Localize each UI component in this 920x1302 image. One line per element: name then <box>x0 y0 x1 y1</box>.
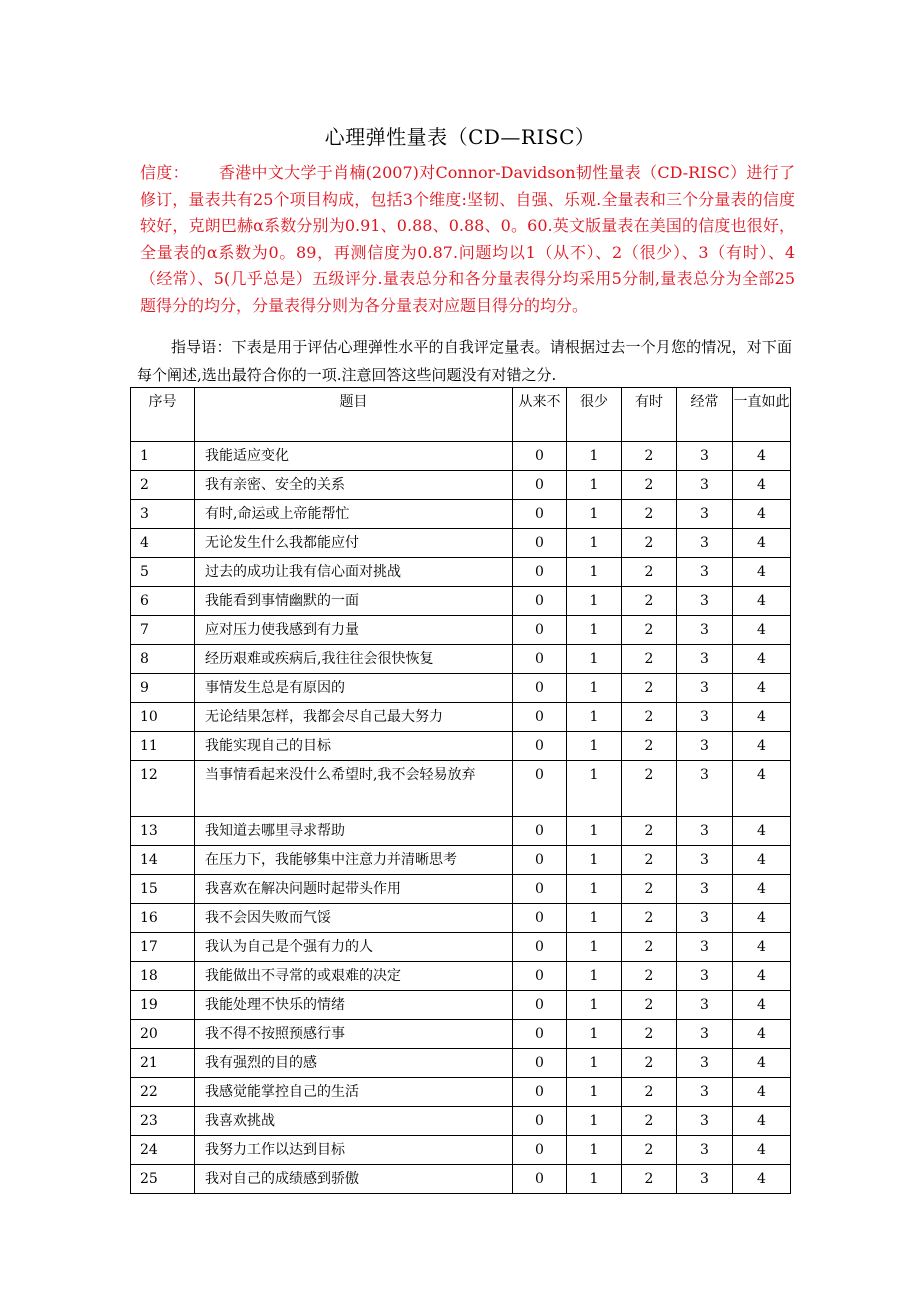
score-option-never[interactable]: 0 <box>513 471 567 500</box>
item-number: 17 <box>131 933 195 962</box>
score-option-often[interactable]: 3 <box>677 1020 733 1049</box>
score-option-sometimes[interactable]: 2 <box>622 875 677 904</box>
score-option-sometimes[interactable]: 2 <box>622 846 677 875</box>
score-option-never[interactable]: 0 <box>513 442 567 471</box>
table-row <box>131 1165 791 1194</box>
table-row <box>131 442 791 471</box>
score-option-always[interactable]: 4 <box>733 442 791 471</box>
item-number: 10 <box>131 703 195 732</box>
item-text: 我喜欢挑战 <box>195 1107 513 1136</box>
score-option-sometimes[interactable]: 2 <box>622 761 677 817</box>
table-row <box>131 732 791 761</box>
score-option-always[interactable]: 4 <box>733 1049 791 1078</box>
score-option-always[interactable]: 4 <box>733 558 791 587</box>
item-text: 无论发生什么我都能应付 <box>195 529 513 558</box>
score-option-sometimes[interactable]: 2 <box>622 674 677 703</box>
score-option-often[interactable]: 3 <box>677 1078 733 1107</box>
score-option-sometimes[interactable]: 2 <box>622 732 677 761</box>
score-option-always[interactable]: 4 <box>733 875 791 904</box>
score-option-often[interactable]: 3 <box>677 645 733 674</box>
score-option-sometimes[interactable]: 2 <box>622 558 677 587</box>
score-option-always[interactable]: 4 <box>733 674 791 703</box>
score-option-sometimes[interactable]: 2 <box>622 471 677 500</box>
cd-risc-scale-table <box>130 387 791 1194</box>
table-row <box>131 1136 791 1165</box>
score-option-always[interactable]: 4 <box>733 587 791 616</box>
item-text: 过去的成功让我有信心面对挑战 <box>195 558 513 587</box>
table-row <box>131 991 791 1020</box>
item-number: 13 <box>131 817 195 846</box>
score-option-often[interactable]: 3 <box>677 1165 733 1194</box>
score-option-often[interactable]: 3 <box>677 875 733 904</box>
item-number: 20 <box>131 1020 195 1049</box>
item-number: 24 <box>131 1136 195 1165</box>
score-option-often[interactable]: 3 <box>677 1049 733 1078</box>
table-row <box>131 558 791 587</box>
score-option-often[interactable]: 3 <box>677 933 733 962</box>
instruction-paragraph: 指导语：下表是用于评估心理弹性水平的自我评定量表。请根据过去一个月您的情况，对下面每个阐述,选出最符合你的一项.注意回答这些问题没有对错之分. <box>137 338 792 384</box>
table-body <box>131 442 791 1194</box>
table-row <box>131 587 791 616</box>
item-text: 我不得不按照预感行事 <box>195 1020 513 1049</box>
item-number: 19 <box>131 991 195 1020</box>
item-number: 4 <box>131 529 195 558</box>
item-number: 2 <box>131 471 195 500</box>
score-option-always[interactable]: 4 <box>733 1107 791 1136</box>
score-option-rarely[interactable]: 1 <box>567 616 622 645</box>
item-text: 事情发生总是有原因的 <box>195 674 513 703</box>
score-option-never[interactable]: 0 <box>513 1078 567 1107</box>
score-option-rarely[interactable]: 1 <box>567 1136 622 1165</box>
score-option-rarely[interactable]: 1 <box>567 471 622 500</box>
item-text: 应对压力使我感到有力量 <box>195 616 513 645</box>
score-option-never[interactable]: 0 <box>513 761 567 817</box>
table-row <box>131 875 791 904</box>
score-option-always[interactable]: 4 <box>733 500 791 529</box>
score-option-rarely[interactable]: 1 <box>567 875 622 904</box>
score-option-never[interactable]: 0 <box>513 962 567 991</box>
item-text: 经历艰难或疾病后,我往往会很快恢复 <box>195 645 513 674</box>
score-option-sometimes[interactable]: 2 <box>622 616 677 645</box>
item-text: 我努力工作以达到目标 <box>195 1136 513 1165</box>
score-option-sometimes[interactable]: 2 <box>622 529 677 558</box>
score-option-often[interactable]: 3 <box>677 616 733 645</box>
score-option-never[interactable]: 0 <box>513 645 567 674</box>
item-number: 23 <box>131 1107 195 1136</box>
score-option-sometimes[interactable]: 2 <box>622 1136 677 1165</box>
score-option-often[interactable]: 3 <box>677 703 733 732</box>
item-text: 我喜欢在解决问题时起带头作用 <box>195 875 513 904</box>
score-option-often[interactable]: 3 <box>677 1136 733 1165</box>
score-option-sometimes[interactable]: 2 <box>622 1020 677 1049</box>
item-number: 7 <box>131 616 195 645</box>
score-option-rarely[interactable]: 1 <box>567 1049 622 1078</box>
item-number: 22 <box>131 1078 195 1107</box>
score-option-never[interactable]: 0 <box>513 500 567 529</box>
score-option-often[interactable]: 3 <box>677 817 733 846</box>
score-option-rarely[interactable]: 1 <box>567 703 622 732</box>
score-option-sometimes[interactable]: 2 <box>622 991 677 1020</box>
score-option-always[interactable]: 4 <box>733 529 791 558</box>
item-number: 21 <box>131 1049 195 1078</box>
score-option-never[interactable]: 0 <box>513 875 567 904</box>
header-item: 题目 <box>195 388 513 442</box>
score-option-often[interactable]: 3 <box>677 846 733 875</box>
item-text: 我认为自己是个强有力的人 <box>195 933 513 962</box>
header-always: 一直如此 <box>733 388 791 442</box>
item-number: 16 <box>131 904 195 933</box>
score-option-often[interactable]: 3 <box>677 674 733 703</box>
score-option-always[interactable]: 4 <box>733 846 791 875</box>
score-option-sometimes[interactable]: 2 <box>622 703 677 732</box>
score-option-never[interactable]: 0 <box>513 817 567 846</box>
score-option-often[interactable]: 3 <box>677 904 733 933</box>
score-option-rarely[interactable]: 1 <box>567 904 622 933</box>
score-option-rarely[interactable]: 1 <box>567 558 622 587</box>
item-text: 我知道去哪里寻求帮助 <box>195 817 513 846</box>
score-option-sometimes[interactable]: 2 <box>622 933 677 962</box>
score-option-always[interactable]: 4 <box>733 1165 791 1194</box>
reliability-label: 信度： <box>140 163 189 182</box>
score-option-always[interactable]: 4 <box>733 817 791 846</box>
score-option-often[interactable]: 3 <box>677 529 733 558</box>
table-row <box>131 500 791 529</box>
table-row <box>131 846 791 875</box>
score-option-rarely[interactable]: 1 <box>567 674 622 703</box>
score-option-never[interactable]: 0 <box>513 703 567 732</box>
score-option-always[interactable]: 4 <box>733 645 791 674</box>
score-option-rarely[interactable]: 1 <box>567 1020 622 1049</box>
score-option-rarely[interactable]: 1 <box>567 962 622 991</box>
item-number: 1 <box>131 442 195 471</box>
table-row <box>131 645 791 674</box>
score-option-rarely[interactable]: 1 <box>567 732 622 761</box>
item-number: 8 <box>131 645 195 674</box>
score-option-often[interactable]: 3 <box>677 991 733 1020</box>
score-option-always[interactable]: 4 <box>733 991 791 1020</box>
score-option-rarely[interactable]: 1 <box>567 761 622 817</box>
score-option-always[interactable]: 4 <box>733 1136 791 1165</box>
item-text: 我能适应变化 <box>195 442 513 471</box>
item-text: 我有亲密、安全的关系 <box>195 471 513 500</box>
score-option-sometimes[interactable]: 2 <box>622 962 677 991</box>
score-option-always[interactable]: 4 <box>733 703 791 732</box>
table-row <box>131 471 791 500</box>
score-option-always[interactable]: 4 <box>733 1020 791 1049</box>
score-option-never[interactable]: 0 <box>513 529 567 558</box>
table-row <box>131 616 791 645</box>
score-option-rarely[interactable]: 1 <box>567 933 622 962</box>
score-option-rarely[interactable]: 1 <box>567 817 622 846</box>
score-option-often[interactable]: 3 <box>677 471 733 500</box>
score-option-never[interactable]: 0 <box>513 1020 567 1049</box>
score-option-always[interactable]: 4 <box>733 616 791 645</box>
score-option-never[interactable]: 0 <box>513 616 567 645</box>
score-option-rarely[interactable]: 1 <box>567 1078 622 1107</box>
score-option-sometimes[interactable]: 2 <box>622 587 677 616</box>
reliability-paragraph <box>140 160 795 319</box>
header-never: 从来不 <box>513 388 567 442</box>
item-number: 9 <box>131 674 195 703</box>
score-option-rarely[interactable]: 1 <box>567 846 622 875</box>
score-option-rarely[interactable]: 1 <box>567 587 622 616</box>
item-text: 无论结果怎样，我都会尽自己最大努力 <box>195 703 513 732</box>
item-text: 我感觉能掌控自己的生活 <box>195 1078 513 1107</box>
table-row <box>131 1020 791 1049</box>
item-number: 25 <box>131 1165 195 1194</box>
item-number: 18 <box>131 962 195 991</box>
score-option-often[interactable]: 3 <box>677 1107 733 1136</box>
score-option-often[interactable]: 3 <box>677 587 733 616</box>
table-row <box>131 1107 791 1136</box>
table-row <box>131 529 791 558</box>
score-option-sometimes[interactable]: 2 <box>622 1049 677 1078</box>
score-option-never[interactable]: 0 <box>513 674 567 703</box>
header-number: 序号 <box>131 388 195 442</box>
score-option-often[interactable]: 3 <box>677 732 733 761</box>
score-option-always[interactable]: 4 <box>733 933 791 962</box>
score-option-often[interactable]: 3 <box>677 442 733 471</box>
score-option-sometimes[interactable]: 2 <box>622 442 677 471</box>
score-option-sometimes[interactable]: 2 <box>622 1165 677 1194</box>
table-row <box>131 817 791 846</box>
table-row <box>131 703 791 732</box>
score-option-never[interactable]: 0 <box>513 587 567 616</box>
score-option-sometimes[interactable]: 2 <box>622 500 677 529</box>
score-option-always[interactable]: 4 <box>733 962 791 991</box>
item-text: 有时,命运或上帝能帮忙 <box>195 500 513 529</box>
score-option-sometimes[interactable]: 2 <box>622 1107 677 1136</box>
score-option-rarely[interactable]: 1 <box>567 529 622 558</box>
score-option-never[interactable]: 0 <box>513 1165 567 1194</box>
item-number: 14 <box>131 846 195 875</box>
score-option-sometimes[interactable]: 2 <box>622 817 677 846</box>
header-rarely: 很少 <box>567 388 622 442</box>
score-option-sometimes[interactable]: 2 <box>622 645 677 674</box>
score-option-never[interactable]: 0 <box>513 1049 567 1078</box>
table-row <box>131 674 791 703</box>
item-number: 5 <box>131 558 195 587</box>
score-option-never[interactable]: 0 <box>513 1136 567 1165</box>
score-option-often[interactable]: 3 <box>677 500 733 529</box>
score-option-always[interactable]: 4 <box>733 761 791 817</box>
header-often: 经常 <box>677 388 733 442</box>
score-option-never[interactable]: 0 <box>513 1107 567 1136</box>
score-option-rarely[interactable]: 1 <box>567 1165 622 1194</box>
item-number: 3 <box>131 500 195 529</box>
score-option-always[interactable]: 4 <box>733 1078 791 1107</box>
item-text: 我有强烈的目的感 <box>195 1049 513 1078</box>
item-text: 我能看到事情幽默的一面 <box>195 587 513 616</box>
item-number: 12 <box>131 761 195 817</box>
score-option-never[interactable]: 0 <box>513 991 567 1020</box>
item-number: 15 <box>131 875 195 904</box>
score-option-often[interactable]: 3 <box>677 558 733 587</box>
score-option-often[interactable]: 3 <box>677 761 733 817</box>
score-option-often[interactable]: 3 <box>677 962 733 991</box>
score-option-always[interactable]: 4 <box>733 732 791 761</box>
score-option-always[interactable]: 4 <box>733 471 791 500</box>
table-row <box>131 1049 791 1078</box>
table-row <box>131 761 791 817</box>
item-text: 我能处理不快乐的情绪 <box>195 991 513 1020</box>
item-text: 我能做出不寻常的或艰难的决定 <box>195 962 513 991</box>
page-title: 心理弹性量表（CD—RISC） <box>324 125 596 149</box>
score-option-rarely[interactable]: 1 <box>567 442 622 471</box>
table-row <box>131 962 791 991</box>
score-option-always[interactable]: 4 <box>733 904 791 933</box>
score-option-sometimes[interactable]: 2 <box>622 1078 677 1107</box>
item-text: 我能实现自己的目标 <box>195 732 513 761</box>
score-option-never[interactable]: 0 <box>513 933 567 962</box>
table-header-row <box>131 388 791 442</box>
reliability-text: 香港中文大学于肖楠(2007)对Connor-Davidson韧性量表（CD-RISC）进行了修订，量表共有25个项目构成，包括3个维度:坚韧、自强、乐观.全量表和三个分量表的信度较好，克朗巴赫α系数分别为0.91、0.88、0.88、0。60.英文版量表在美国的信度也很好，全量表的α系数为0。89，再测信度为0.87.问题均以1（从不）、2（很少）、3（有时）、4（经常）、5(几乎总是）五级评分.量表总分和各分量表得分均采用5分制,量表总分为全部25题得分的均分，分量表得分则为各分量表对应题目得分的均分。 <box>140 163 795 315</box>
score-option-never[interactable]: 0 <box>513 558 567 587</box>
item-number: 6 <box>131 587 195 616</box>
item-text: 在压力下，我能够集中注意力并清晰思考 <box>195 846 513 875</box>
score-option-rarely[interactable]: 1 <box>567 645 622 674</box>
item-text: 我不会因失败而气馁 <box>195 904 513 933</box>
item-text: 当事情看起来没什么希望时,我不会轻易放弃 <box>195 761 513 817</box>
score-option-never[interactable]: 0 <box>513 904 567 933</box>
score-option-rarely[interactable]: 1 <box>567 1107 622 1136</box>
score-option-rarely[interactable]: 1 <box>567 500 622 529</box>
score-option-never[interactable]: 0 <box>513 846 567 875</box>
item-number: 11 <box>131 732 195 761</box>
score-option-sometimes[interactable]: 2 <box>622 904 677 933</box>
score-option-rarely[interactable]: 1 <box>567 991 622 1020</box>
score-option-never[interactable]: 0 <box>513 732 567 761</box>
table-row <box>131 904 791 933</box>
table-row <box>131 933 791 962</box>
item-text: 我对自己的成绩感到骄傲 <box>195 1165 513 1194</box>
table-row <box>131 1078 791 1107</box>
header-sometimes: 有时 <box>622 388 677 442</box>
